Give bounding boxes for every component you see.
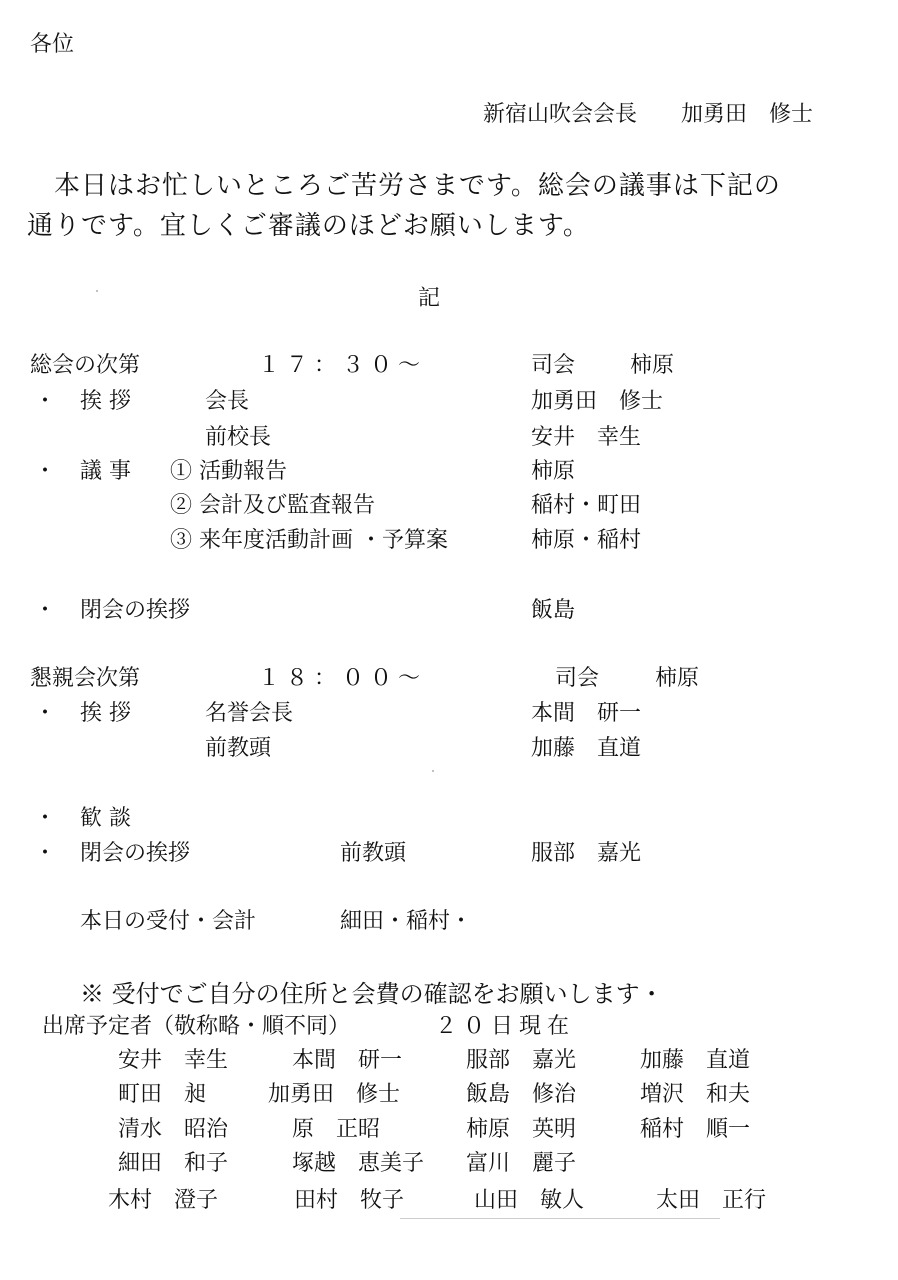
item-person: 柿原	[531, 459, 576, 484]
attendee-name: 本間 研一	[292, 1048, 403, 1073]
attendees-heading: 出席予定者（敬称略・順不同）	[42, 1014, 351, 1039]
attendee-name: 増沢 和夫	[640, 1082, 751, 1107]
bullet: ・	[34, 806, 57, 831]
attendee-name: 富川 麗子	[466, 1151, 577, 1176]
bullet: ・	[34, 701, 57, 726]
scan-speck	[96, 290, 98, 292]
soukai-title: 総会の次第	[30, 353, 141, 378]
item-person: 柿原・稲村	[531, 528, 642, 553]
item-detail: 前校長	[205, 425, 272, 450]
intro-line-1: 本日はお忙しいところご苦労さまです。総会の議事は下記の	[54, 171, 781, 201]
attendee-name: 加藤 直道	[640, 1048, 751, 1073]
reception-label: 本日の受付・会計	[80, 909, 257, 934]
soukai-time: １７：３０～	[258, 353, 427, 378]
item-person: 服部 嘉光	[531, 841, 642, 866]
item-label: 歓 談	[80, 806, 131, 831]
soukai-mc-name: 柿原	[630, 353, 675, 378]
item-person: 飯島	[531, 598, 576, 623]
attendee-name: 太田 正行	[656, 1188, 767, 1213]
item-person: 本間 研一	[531, 701, 642, 726]
attendee-name: 加勇田 修士	[268, 1082, 401, 1107]
bullet: ・	[34, 598, 57, 623]
attendee-name: 田村 牧子	[294, 1188, 405, 1213]
item-detail: 名誉会長	[205, 701, 294, 726]
attendee-name: 原 正昭	[292, 1117, 381, 1142]
bullet: ・	[34, 389, 57, 414]
konshinkai-mc-name: 柿原	[655, 666, 700, 691]
item-detail: ① 活動報告	[170, 459, 287, 484]
item-person: 加藤 直道	[531, 736, 642, 761]
item-detail: 会長	[205, 389, 250, 414]
soukai-mc-label: 司会	[531, 353, 576, 378]
item-detail: ③ 来年度活動計画 ・予算案	[170, 528, 448, 553]
attendee-name: 塚越 恵美子	[292, 1151, 425, 1176]
note-line: ※ 受付でご自分の住所と会費の確認をお願いします・	[80, 980, 664, 1008]
bullet: ・	[34, 841, 57, 866]
attendee-name: 飯島 修治	[466, 1082, 577, 1107]
item-label: 議 事	[80, 459, 131, 484]
scan-line	[400, 1218, 720, 1219]
attendee-name: 柿原 英明	[466, 1117, 577, 1142]
item-person: 加勇田 修士	[531, 389, 664, 414]
attendee-name: 清水 昭治	[118, 1117, 229, 1142]
attendee-name: 町田 昶	[118, 1082, 207, 1107]
item-person: 稲村・町田	[531, 493, 642, 518]
item-label: 閉会の挨拶	[80, 841, 191, 866]
item-label: 挨 拶	[80, 701, 131, 726]
attendee-name: 服部 嘉光	[466, 1048, 577, 1073]
attendee-name: 稲村 順一	[640, 1117, 751, 1142]
konshinkai-mc-label: 司会	[555, 666, 600, 691]
sender-line: 新宿山吹会会長 加勇田 修士	[483, 102, 814, 127]
konshinkai-title: 懇親会次第	[30, 666, 141, 691]
reception-names: 細田・稲村・	[340, 909, 473, 934]
item-label: 閉会の挨拶	[80, 598, 191, 623]
item-person: 安井 幸生	[531, 425, 642, 450]
attendee-name: 山田 敏人	[474, 1188, 585, 1213]
attendees-as-of: ２０日現在	[435, 1014, 576, 1039]
konshinkai-time: １８：００～	[258, 666, 427, 691]
attendee-name: 木村 澄子	[108, 1188, 219, 1213]
item-detail: 前教頭	[340, 841, 407, 866]
item-detail: ② 会計及び監査報告	[170, 493, 375, 518]
ki-heading: 記	[418, 286, 441, 311]
item-detail: 前教頭	[205, 736, 272, 761]
intro-line-2: 通りです。宜しくご審議のほどお願いします。	[27, 211, 590, 241]
scan-speck	[432, 770, 434, 772]
item-label: 挨 拶	[80, 389, 131, 414]
bullet: ・	[34, 459, 57, 484]
addressee: 各位	[30, 32, 75, 57]
attendee-name: 安井 幸生	[118, 1048, 229, 1073]
attendee-name: 細田 和子	[118, 1151, 229, 1176]
